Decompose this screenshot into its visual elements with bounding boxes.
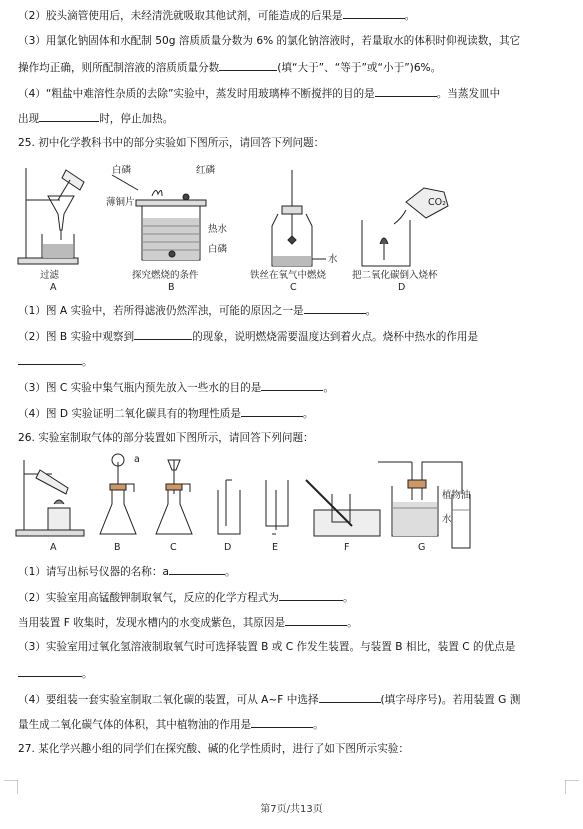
q24-part2-text: （2）胶头滴管使用后，未经清洗就吸取其他试剂，可能造成的后果是 <box>18 10 343 22</box>
caption-a: 过滤 <box>40 270 60 281</box>
answer-blank[interactable] <box>241 405 303 417</box>
apparatus-d <box>218 480 240 534</box>
q24-part3-line2 <box>18 59 570 75</box>
q26-part3 <box>18 640 570 654</box>
q24-part4-line2 <box>18 110 570 126</box>
q26-part3-text: （3）实验室用过氧化氢溶液制取氧气时可选择装置 B 或 C 作发生装置。与装置 B 相比，装置 C 的优点是 <box>18 641 516 653</box>
corner-mark-left <box>4 780 18 794</box>
q26-part2-text: （2）实验室用高锰酸钾制取氧气，反应的化学方程式为 <box>18 592 279 604</box>
period: 。 <box>224 566 236 578</box>
q26-part1 <box>18 563 570 579</box>
q26-part2-text-b: 当用装置 F 收集时，发现水槽内的水变成紫色，其原因是 <box>18 617 286 629</box>
q26-part4-text: （4）要组装一套实验室制取二氧化碳的装置，可从 A~F 中选择 <box>18 694 319 706</box>
q26-part1-text: （1）请写出标号仪器的名称：a <box>18 566 169 578</box>
q25-part3-text: （3）图 C 实验中集气瓶内预先放入一些水的目的是 <box>18 382 262 394</box>
q26-heading <box>18 431 570 445</box>
period: 。 <box>82 356 93 368</box>
q25-part2-line2 <box>18 353 570 369</box>
period: 。 <box>347 617 358 629</box>
q25-part2-text: （2）图 B 实验中观察到 <box>18 331 135 343</box>
q25-part2 <box>18 328 570 344</box>
answer-blank[interactable] <box>134 328 192 340</box>
q26-part4-text-c: 量生成二氧化碳气体的体积，其中植物油的作用是 <box>18 719 252 731</box>
q25-part4-text: （4）图 D 实验证明二氧化碳具有的物理性质是 <box>18 408 241 420</box>
answer-blank[interactable] <box>251 716 313 728</box>
q25-heading <box>18 136 570 150</box>
q24-part3-text2: 操作均正确，则所配制溶液的溶质质量分数 <box>18 62 220 74</box>
label-water-c: 水 <box>328 254 338 265</box>
iron-wire-apparatus <box>272 170 312 266</box>
filtration-apparatus <box>18 168 84 264</box>
q25-part2-text-b: 的现象，说明燃烧需要温度达到着火点。烧杯中热水的作用是 <box>192 331 479 343</box>
q25-part1-text: （1）图 A 实验中，若所得滤液仍然浑浊，可能的原因之一是 <box>18 305 304 317</box>
q24-part4-text-c: 出现 <box>18 113 40 125</box>
period: 。 <box>323 382 334 394</box>
answer-blank[interactable] <box>285 614 347 626</box>
figure-26 <box>14 450 554 558</box>
apparatus-b <box>100 454 136 534</box>
q27-text: 27. 某化学兴趣小组的同学们在探究酸、碱的化学性质时，进行了如下图所示实验： <box>18 743 409 755</box>
q24-part3-line1 <box>18 34 570 48</box>
answer-blank[interactable] <box>18 665 82 677</box>
figure-25 <box>14 160 534 292</box>
letter-e26: E <box>272 542 279 553</box>
q25-part4 <box>18 405 570 421</box>
answer-blank[interactable] <box>219 59 277 71</box>
q26-part4 <box>18 691 570 707</box>
letter-c: C <box>290 282 297 292</box>
q25-part1 <box>18 302 570 318</box>
letter-a: A <box>50 282 57 292</box>
page-footer: 第7页/共13页 <box>260 804 323 815</box>
answer-blank[interactable] <box>261 379 323 391</box>
period: 。 <box>343 592 354 604</box>
q25-text: 25. 初中化学教科书中的部分实验如下图所示，请回答下列问题： <box>18 137 325 149</box>
period: 。 <box>404 10 416 22</box>
answer-blank[interactable] <box>39 110 99 122</box>
q25-part3 <box>18 379 570 395</box>
letter-b26: B <box>114 542 121 553</box>
answer-blank[interactable] <box>304 302 366 314</box>
label-red-phosphorus: 红磷 <box>196 165 216 176</box>
combustion-apparatus <box>136 190 206 260</box>
caption-b: 探究燃烧的条件 <box>132 270 199 281</box>
q26-part4-text-b: (填字母序号)。若用装置 G 测 <box>380 694 521 706</box>
apparatus-a <box>16 460 84 536</box>
q26-part4-line2 <box>18 716 570 732</box>
corner-mark-right <box>565 780 579 794</box>
q26-part2-line2 <box>18 614 570 630</box>
q24-part2 <box>18 7 570 23</box>
label-copper-sheet: 薄铜片 <box>106 197 135 208</box>
label-white-phosphorus-2: 白磷 <box>208 244 228 255</box>
answer-blank[interactable] <box>319 691 381 703</box>
period: 。 <box>302 408 314 420</box>
q24-part4-text-b: 。当蒸发皿中 <box>436 88 501 100</box>
label-hot-water: 热水 <box>208 224 228 235</box>
letter-g26: G <box>418 542 426 553</box>
caption-d: 把二氧化碳倒入烧杯 <box>352 270 438 281</box>
apparatus-c <box>156 460 192 534</box>
letter-c26: C <box>170 542 177 553</box>
q24-part4-text-d: 时，停止加热。 <box>99 113 174 125</box>
q24-part3-text: （3）用氯化钠固体和水配制 50g 溶质质量分数为 6% 的氯化钠溶液时，若量取水的体积时仰视读数，其它 <box>18 35 521 47</box>
label-co2: CO₂ <box>428 197 446 208</box>
letter-a26: A <box>50 542 57 553</box>
letter-f26: F <box>344 542 350 553</box>
period: 。 <box>313 719 324 731</box>
label-oil: 植物油 <box>442 490 471 501</box>
letter-d26: D <box>224 542 232 553</box>
q26-part3-line2 <box>18 665 570 681</box>
period: 。 <box>365 305 377 317</box>
answer-blank[interactable] <box>375 85 437 97</box>
answer-blank[interactable] <box>18 353 82 365</box>
label-a: a <box>134 454 140 465</box>
answer-blank[interactable] <box>169 563 225 575</box>
period: 。 <box>82 668 93 680</box>
letter-d: D <box>398 282 406 292</box>
answer-blank[interactable] <box>343 7 405 19</box>
apparatus-e <box>266 480 288 534</box>
answer-blank[interactable] <box>279 589 343 601</box>
q27-heading <box>18 742 570 756</box>
apparatus-g <box>378 462 470 548</box>
q26-part2 <box>18 589 570 605</box>
q26-text: 26. 实验室制取气体的部分装置如下图所示，请回答下列问题： <box>18 432 314 444</box>
label-water-g: 水 <box>442 514 452 525</box>
caption-c: 铁丝在氧气中燃烧 <box>250 270 327 281</box>
label-white-phosphorus: 白磷 <box>112 165 132 176</box>
q24-part3-options: (填“大于”、“等于”或“小于”)6%。 <box>277 62 442 74</box>
letter-b: B <box>168 282 175 292</box>
apparatus-f <box>306 480 380 536</box>
q24-part4-text: （4）“粗盐中难溶性杂质的去除”实验中，蒸发时用玻璃棒不断搅拌的目的是 <box>18 88 375 100</box>
q24-part4-line1 <box>18 85 570 101</box>
